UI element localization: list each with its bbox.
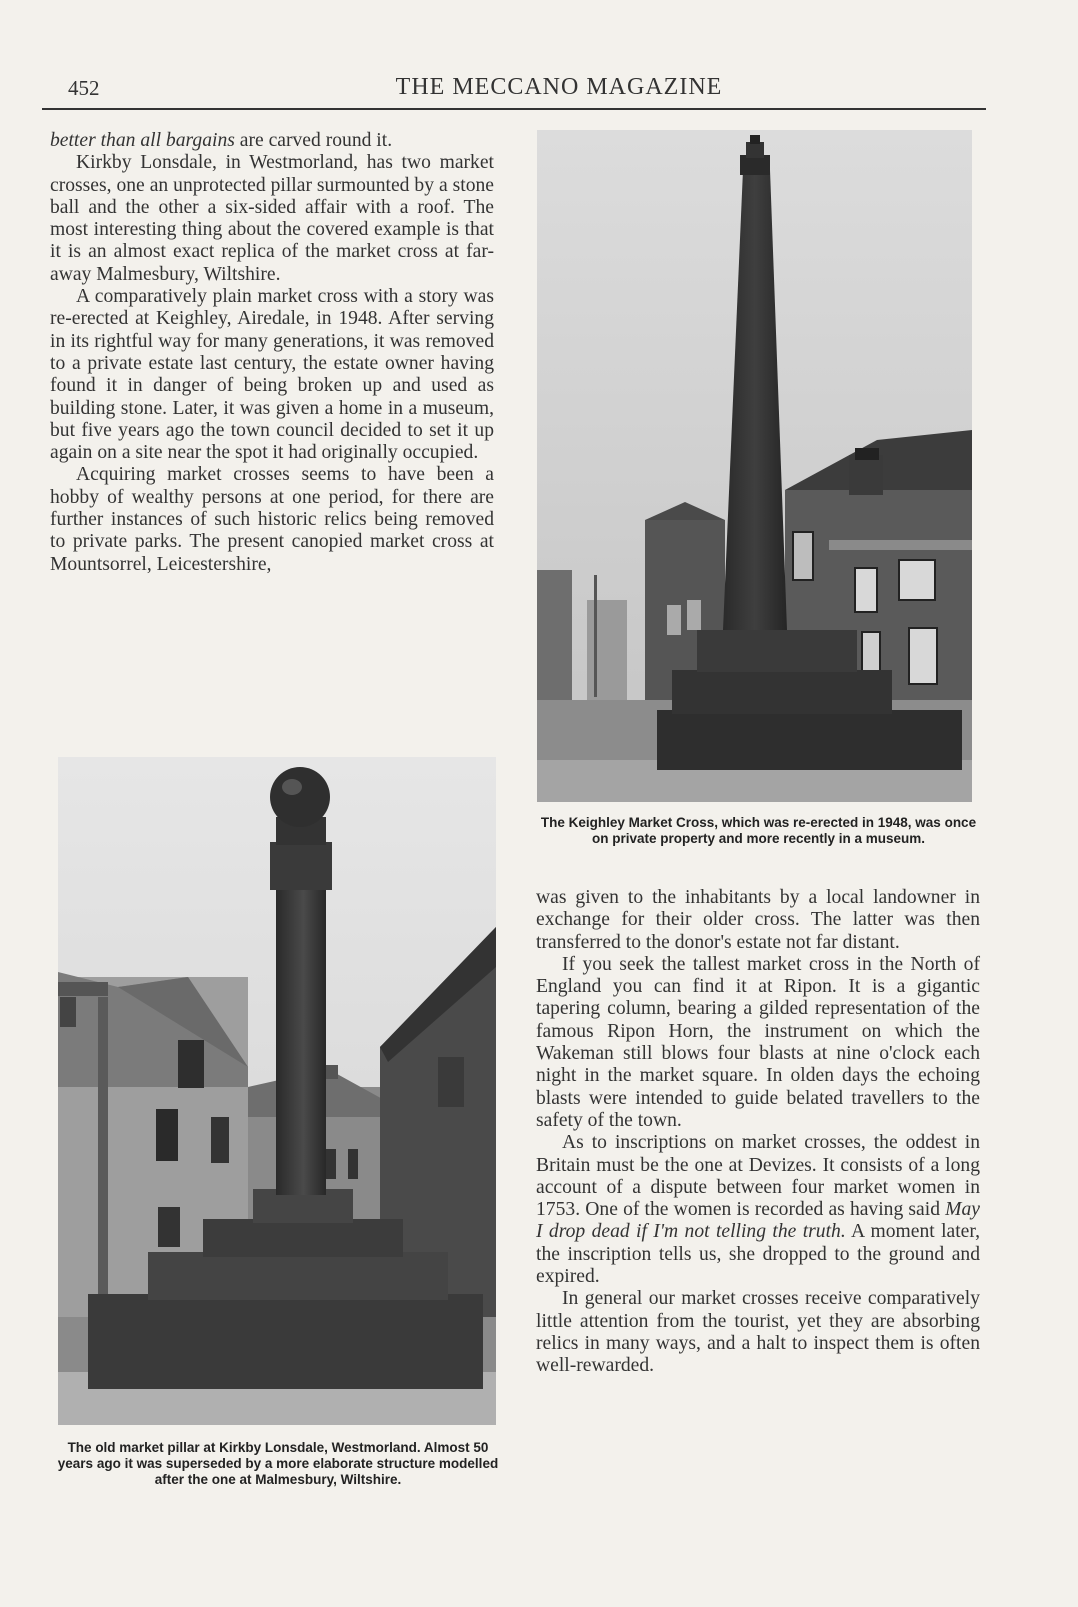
paragraph-kirkby: Kirkby Lonsdale, in Westmorland, has two market crosses, one an unprotected pillar surmounted by a stone ball and the other a six-sided affair with a roof. The most interesting thing about the covered example is that it is an almost exact replica of the market cross at far-away Malmesbury, Wiltshire.: [50, 152, 494, 285]
right-column-text: [536, 887, 980, 1378]
paragraph-ripon: If you seek the tallest market cross in the North of England you can find it at Ripon. It is a gigantic tapering column, bearing a gilded representation of the famous Ripon Horn, the instrument on which the Wakeman still blows four blasts at nine o'clock each night in the market square. In olden days the echoing blasts were intended to guide belated travellers to the safety of the town.: [536, 953, 980, 1131]
italic-quote: May I drop dead if I'm not telling the truth.: [536, 1199, 980, 1243]
italic-phrase: better than all bargains: [50, 130, 235, 151]
paragraph-acquiring: Acquiring market crosses seems to have been a hobby of wealthy persons at one period, for there are further instances of such historic relics being removed to private parks. The present canopied market cross at Mountsorrel, Leicestershire,: [50, 464, 494, 575]
kirkby-photo-caption: The old market pillar at Kirkby Lonsdale, Westmorland. Almost 50 years ago it was superseded by a more elaborate structure modelled after the one at Malmesbury, Wiltshire.: [57, 1440, 499, 1487]
paragraph-continued: [50, 130, 494, 152]
paragraph-mountsorrel-continued: was given to the inhabitants by a local landowner in exchange for their older cross. The latter was then transferred to the donor's estate not far distant.: [536, 887, 980, 953]
left-column-text: [50, 130, 494, 576]
paragraph-text: A moment later, the inscription tells us, she dropped to the ground and expired.: [536, 1221, 980, 1288]
keighley-market-cross-photo: [537, 130, 972, 802]
paragraph-text: As to inscriptions on market crosses, the oddest in Britain must be the one at Devizes. It consists of a long account of a dispute between four market women in 1753. One of the women is recorded as having said: [536, 1132, 980, 1221]
paragraph-text: are carved round it.: [234, 130, 393, 151]
paragraph-devizes: [536, 1132, 980, 1288]
paragraph-keighley: A comparatively plain market cross with a story was re-erected at Keighley, Airedale, in 1948. After serving in its rightful way for many generations, it was removed to a private estate last century, the estate owner having found it in danger of being broken up and used as building stone. Later, it was given a home in a museum, but five years ago the town council decided to set it up again on a site near the spot it had originally occupied.: [50, 286, 494, 464]
kirkby-photo-illustration: [58, 757, 496, 1425]
page-number: 452: [68, 76, 100, 100]
keighley-photo-illustration: [537, 130, 972, 802]
magazine-title: THE MECCANO MAGAZINE: [395, 74, 723, 100]
page-header: [42, 70, 986, 110]
keighley-photo-caption: The Keighley Market Cross, which was re-erected in 1948, was once on private property and more recently in a museum.: [540, 815, 977, 846]
kirkby-lonsdale-pillar-photo: [58, 757, 496, 1425]
paragraph-conclusion: In general our market crosses receive comparatively little attention from the tourist, yet they are absorbing relics in many ways, and a halt to inspect them is often well-rewarded.: [536, 1288, 980, 1377]
